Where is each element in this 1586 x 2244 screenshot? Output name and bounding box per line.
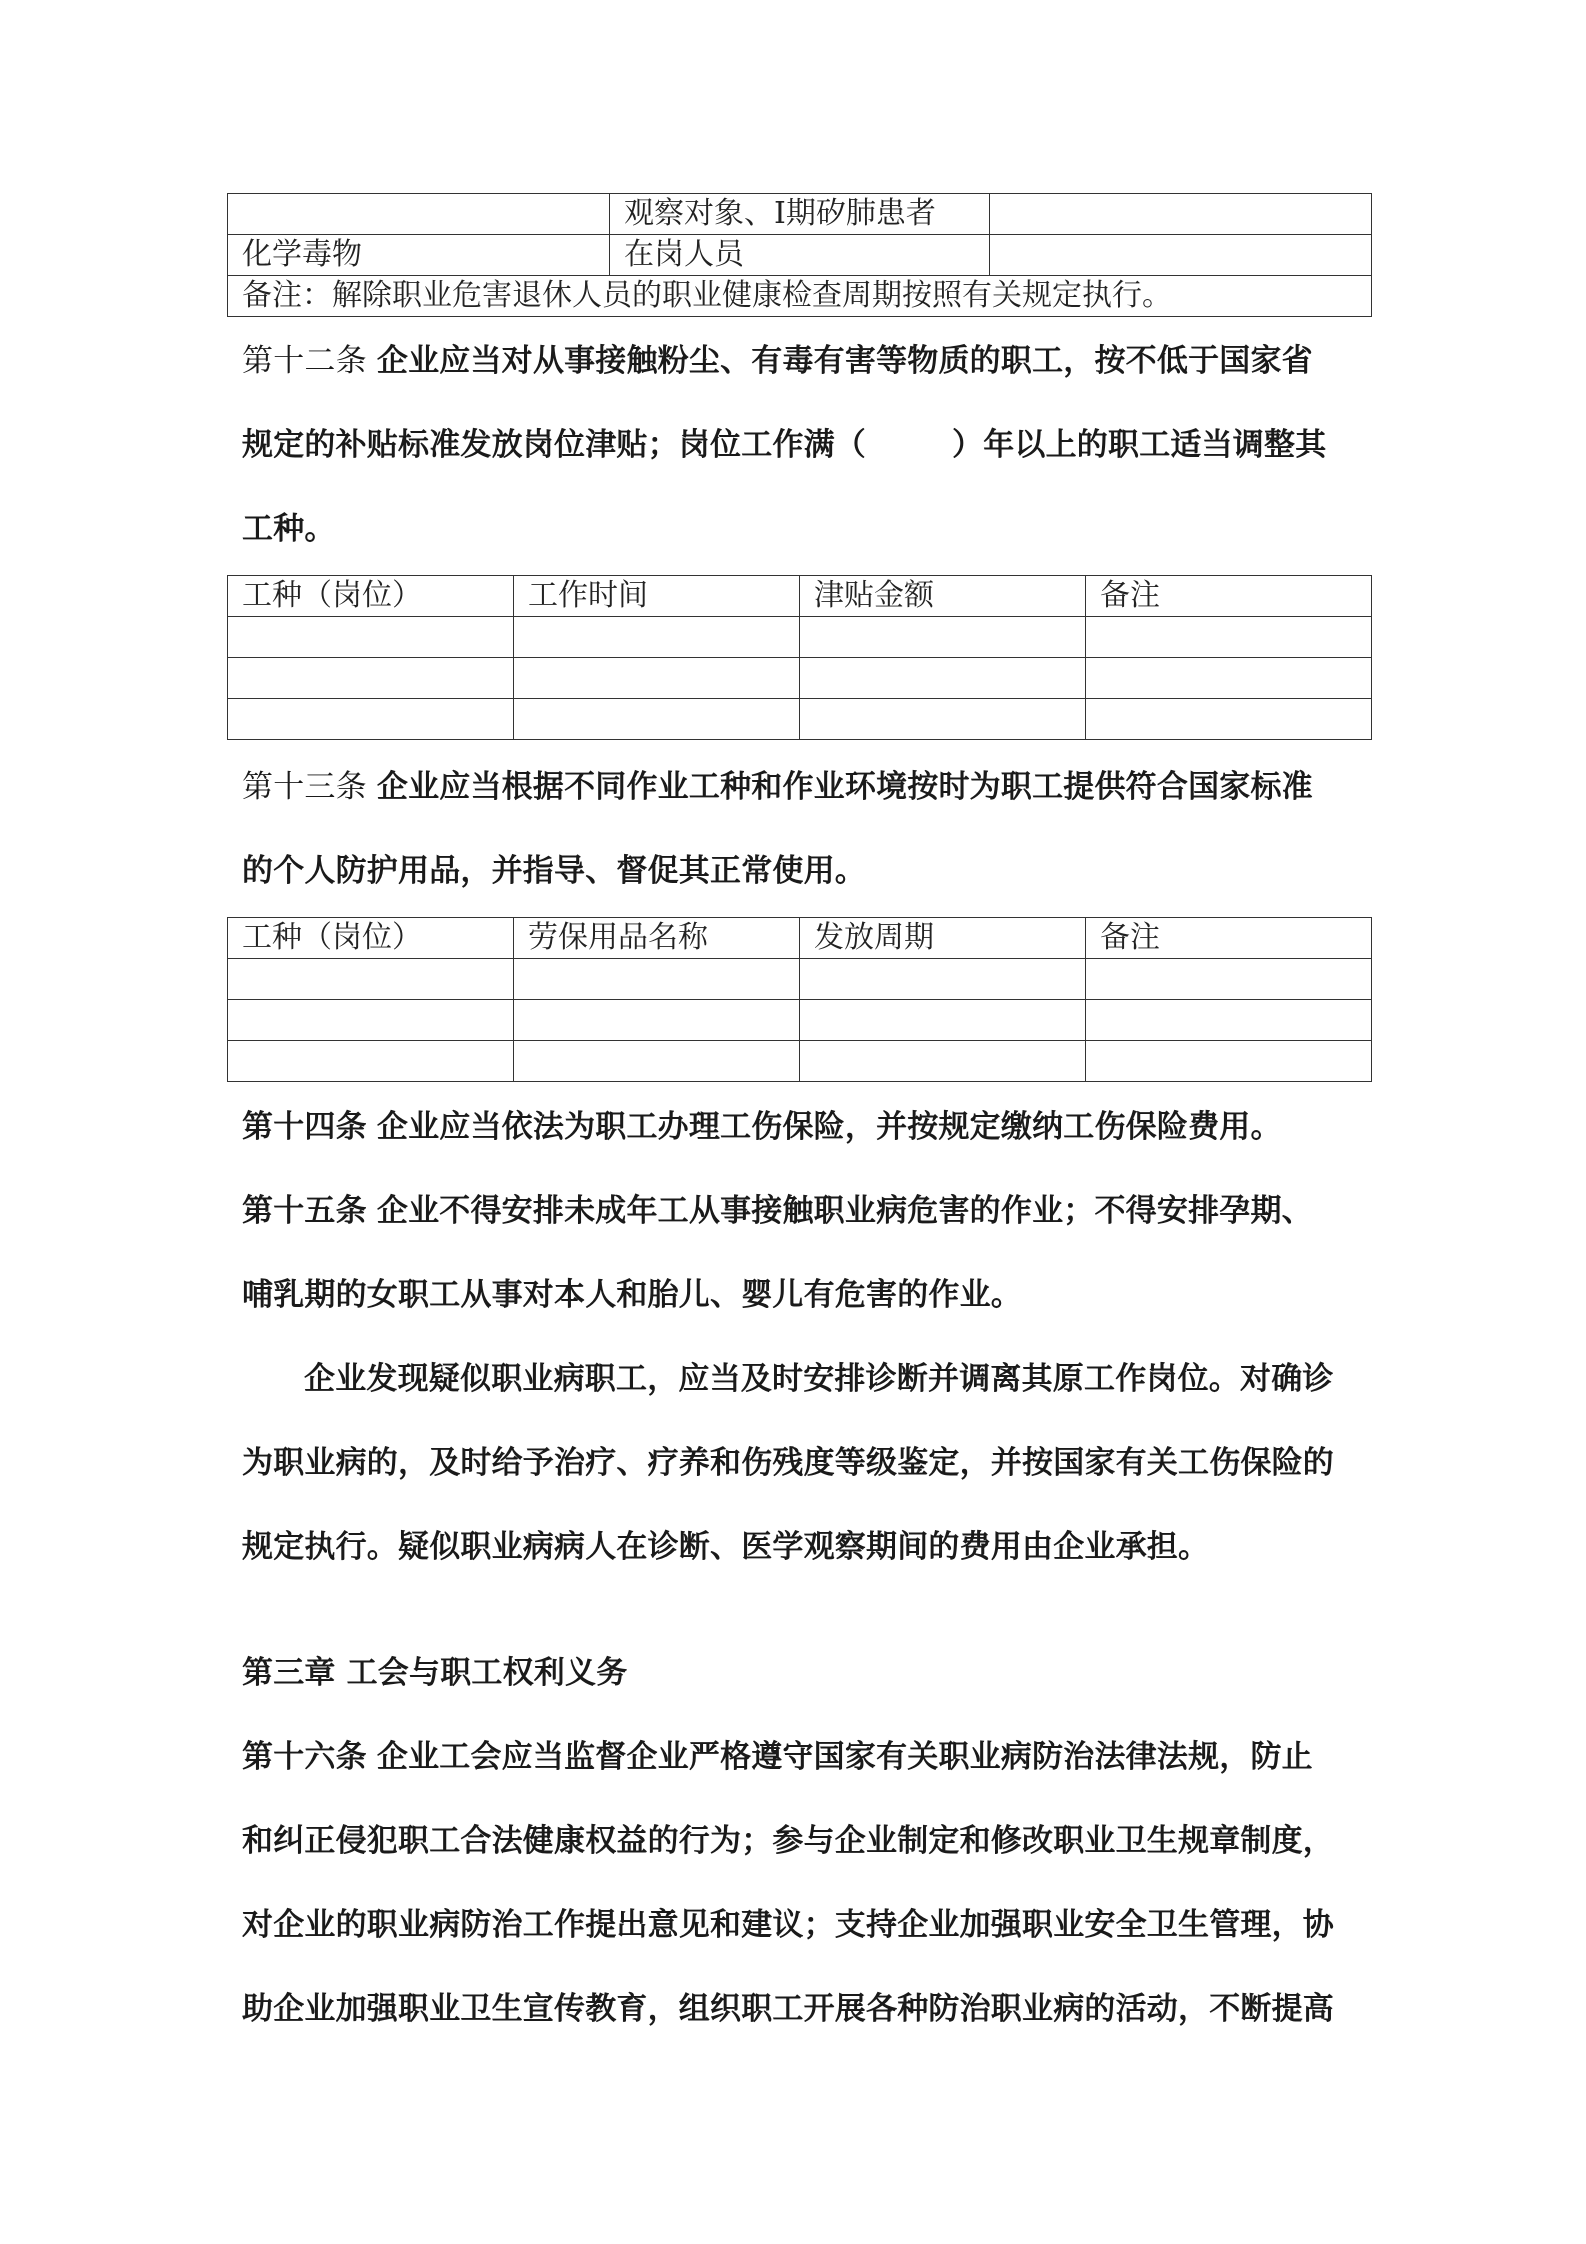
table-cell: [228, 194, 610, 235]
table-row: [228, 194, 1372, 235]
table-cell: [228, 699, 514, 740]
article-12: [242, 319, 1362, 571]
table-cell: [800, 959, 1086, 1000]
article-text: 和纠正侵犯职工合法健康权益的行为；参与企业制定和修改职业卫生规章制度，: [242, 1823, 1334, 1859]
table-cell: [228, 617, 514, 658]
article-text: 企业应当依法为职工办理工伤保险，并按规定缴纳工伤保险费用。: [376, 1109, 1282, 1145]
article-head: 第十二条: [242, 343, 367, 379]
article-text: 规定的补贴标准发放岗位津贴；岗位工作满（: [242, 427, 866, 463]
table-note: 备注：解除职业危害退休人员的职业健康检查周期按照有关规定执行。: [228, 276, 1372, 317]
article-head: 第十四条: [242, 1109, 367, 1145]
article-14: [242, 1085, 1362, 1169]
health-check-table: [227, 193, 1372, 317]
table-cell: [800, 617, 1086, 658]
article-13: [242, 745, 1362, 913]
table-cell: [800, 699, 1086, 740]
article-text: 企业发现疑似职业病职工，应当及时安排诊断并调离其原工作岗位。对确诊: [304, 1361, 1334, 1397]
table-header: 工作时间: [514, 576, 800, 617]
article-text: 企业工会应当监督企业严格遵守国家有关职业病防治法律法规，防止: [376, 1739, 1313, 1775]
table-header-row: [228, 918, 1372, 959]
table-cell: [514, 959, 800, 1000]
table-cell: [800, 1000, 1086, 1041]
protective-equipment-table: [227, 917, 1372, 1082]
table-row: [228, 658, 1372, 699]
article-text: 对企业的职业病防治工作提出意见和建议；支持企业加强职业安全卫生管理，协: [242, 1907, 1334, 1943]
table-cell: [990, 194, 1372, 235]
table-cell: [228, 1041, 514, 1082]
article-text: 为职业病的，及时给予治疗、疗养和伤残度等级鉴定，并按国家有关工伤保险的: [242, 1445, 1334, 1481]
table-cell: [1086, 1000, 1372, 1041]
table-row: [228, 276, 1372, 317]
table-cell: [514, 1000, 800, 1041]
article-text: ）年以上的职工适当调整其: [952, 427, 1327, 463]
allowance-table: [227, 575, 1372, 740]
article-text: 企业不得安排未成年工从事接触职业病危害的作业；不得安排孕期、: [376, 1193, 1313, 1229]
table-row: [228, 1041, 1372, 1082]
table-cell: [1086, 699, 1372, 740]
table-cell: [990, 235, 1372, 276]
table-cell: 观察对象、Ⅰ期矽肺患者: [610, 194, 990, 235]
table-cell: [514, 699, 800, 740]
article-text: 规定执行。疑似职业病病人在诊断、医学观察期间的费用由企业承担。: [242, 1529, 1210, 1565]
article-head: 第十三条: [242, 769, 367, 805]
article-text: 助企业加强职业卫生宣传教育，组织职工开展各种防治职业病的活动，不断提高: [242, 1991, 1334, 2027]
table-header: 备注: [1086, 576, 1372, 617]
table-cell: [228, 959, 514, 1000]
table-cell: [800, 658, 1086, 699]
table-cell: 化学毒物: [228, 235, 610, 276]
table-cell: [1086, 658, 1372, 699]
article-head: 第十六条: [242, 1739, 367, 1775]
table-cell: [514, 617, 800, 658]
table-cell: [228, 1000, 514, 1041]
chapter-3-title: [242, 1631, 1362, 1715]
table-header: 备注: [1086, 918, 1372, 959]
table-row: [228, 699, 1372, 740]
table-header: 津贴金额: [800, 576, 1086, 617]
table-cell: [514, 658, 800, 699]
article-text: 工种。: [242, 511, 336, 547]
chapter-title: 第三章 工会与职工权利义务: [242, 1655, 628, 1691]
article-15: [242, 1169, 1362, 1589]
table-cell: [514, 1041, 800, 1082]
article-16: [242, 1715, 1362, 2051]
table-header: 劳保用品名称: [514, 918, 800, 959]
table-header-row: [228, 576, 1372, 617]
table-header: 工种（岗位）: [228, 918, 514, 959]
table-cell: [1086, 959, 1372, 1000]
table-row: [228, 235, 1372, 276]
table-cell: 在岗人员: [610, 235, 990, 276]
table-cell: [1086, 1041, 1372, 1082]
article-head: 第十五条: [242, 1193, 367, 1229]
table-cell: [1086, 617, 1372, 658]
article-text: 哺乳期的女职工从事对本人和胎儿、婴儿有危害的作业。: [242, 1277, 1022, 1313]
article-text: 的个人防护用品，并指导、督促其正常使用。: [242, 853, 866, 889]
article-text: 企业应当对从事接触粉尘、有毒有害等物质的职工，按不低于国家省: [376, 343, 1313, 379]
table-header: 工种（岗位）: [228, 576, 514, 617]
table-header: 发放周期: [800, 918, 1086, 959]
table-cell: [800, 1041, 1086, 1082]
table-row: [228, 1000, 1372, 1041]
article-text: 企业应当根据不同作业工种和作业环境按时为职工提供符合国家标准: [376, 769, 1313, 805]
table-row: [228, 617, 1372, 658]
table-cell: [228, 658, 514, 699]
table-row: [228, 959, 1372, 1000]
